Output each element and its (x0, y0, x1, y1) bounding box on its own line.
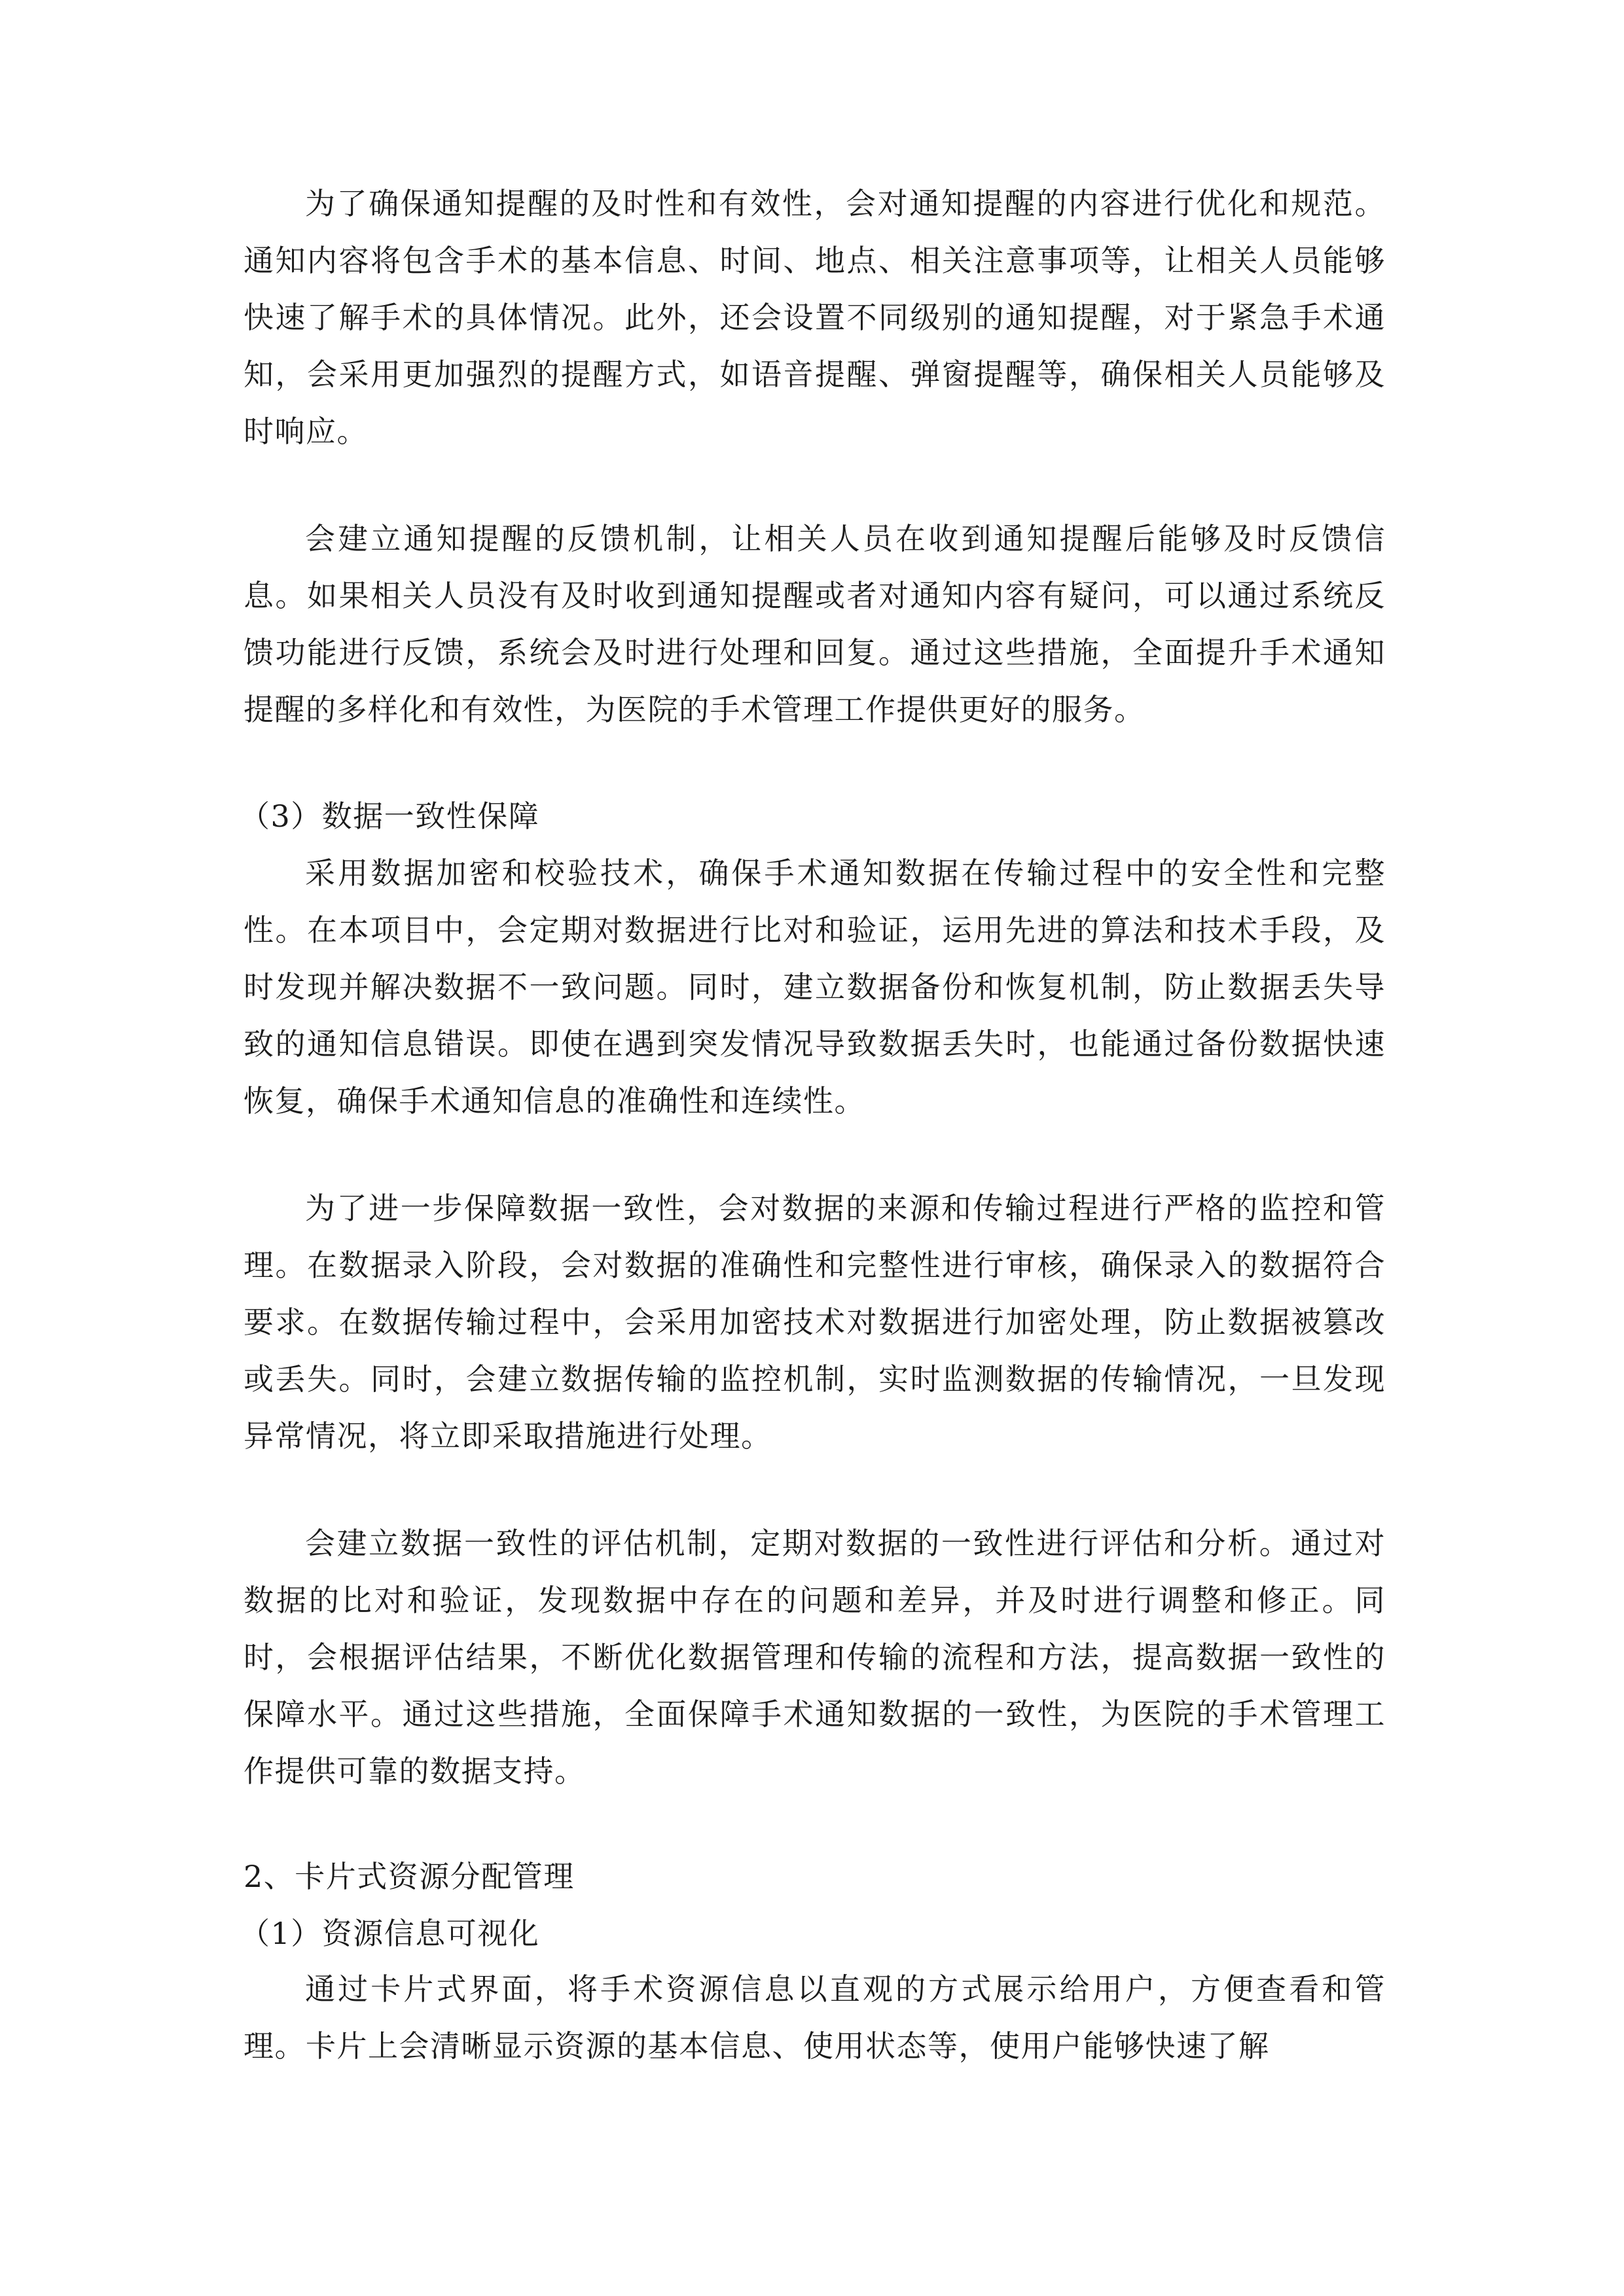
heading-card-resource-allocation: 2、卡片式资源分配管理 (244, 1859, 575, 1894)
heading-resource-visualization: （1）资源信息可视化 (240, 1916, 540, 1951)
paragraph-notification-feedback: 会建立通知提醒的反馈机制，让相关人员在收到通知提醒后能够及时反馈信息。如果相关人员没有及时收到通知提醒或者对通知内容有疑问，可以通过系统反馈功能进行反馈，系统会及时进行处理和回复。通过这些措施，全面提升手术通知提醒的多样化和有效性，为医院的手术管理工作提供更好的服务。 (244, 521, 1386, 727)
paragraph-data-evaluation: 会建立数据一致性的评估机制，定期对数据的一致性进行评估和分析。通过对数据的比对和验证，发现数据中存在的问题和差异，并及时进行调整和修正。同时，会根据评估结果，不断优化数据管理和传输的流程和方法，提高数据一致性的保障水平。通过这些措施，全面保障手术通知数据的一致性，为医院的手术管理工作提供可靠的数据支持。 (244, 1526, 1386, 1789)
paragraph-card-interface: 通过卡片式界面，将手术资源信息以直观的方式展示给用户，方便查看和管理。卡片上会清晰显示资源的基本信息、使用状态等，使用户能够快速了解 (244, 1971, 1386, 2064)
paragraph-data-encryption: 采用数据加密和校验技术，确保手术通知数据在传输过程中的安全性和完整性。在本项目中，会定期对数据进行比对和验证，运用先进的算法和技术手段，及时发现并解决数据不一致问题。同时，建立数据备份和恢复机制，防止数据丢失导致的通知信息错误。即使在遇到突发情况导致数据丢失时，也能通过备份数据快速恢复，确保手术通知信息的准确性和连续性。 (244, 855, 1386, 1119)
paragraph-data-monitoring: 为了进一步保障数据一致性，会对数据的来源和传输过程进行严格的监控和管理。在数据录入阶段，会对数据的准确性和完整性进行审核，确保录入的数据符合要求。在数据传输过程中，会采用加密技术对数据进行加密处理，防止数据被篡改或丢失。同时，会建立数据传输的监控机制，实时监测数据的传输情况，一旦发现异常情况，将立即采取措施进行处理。 (244, 1191, 1386, 1454)
paragraph-notification-optimization: 为了确保通知提醒的及时性和有效性，会对通知提醒的内容进行优化和规范。通知内容将包含手术的基本信息、时间、地点、相关注意事项等，让相关人员能够快速了解手术的具体情况。此外，还会设置不同级别的通知提醒，对于紧急手术通知，会采用更加强烈的提醒方式，如语音提醒、弹窗提醒等，确保相关人员能够及时响应。 (244, 186, 1386, 449)
heading-data-consistency: （3）数据一致性保障 (240, 798, 540, 834)
